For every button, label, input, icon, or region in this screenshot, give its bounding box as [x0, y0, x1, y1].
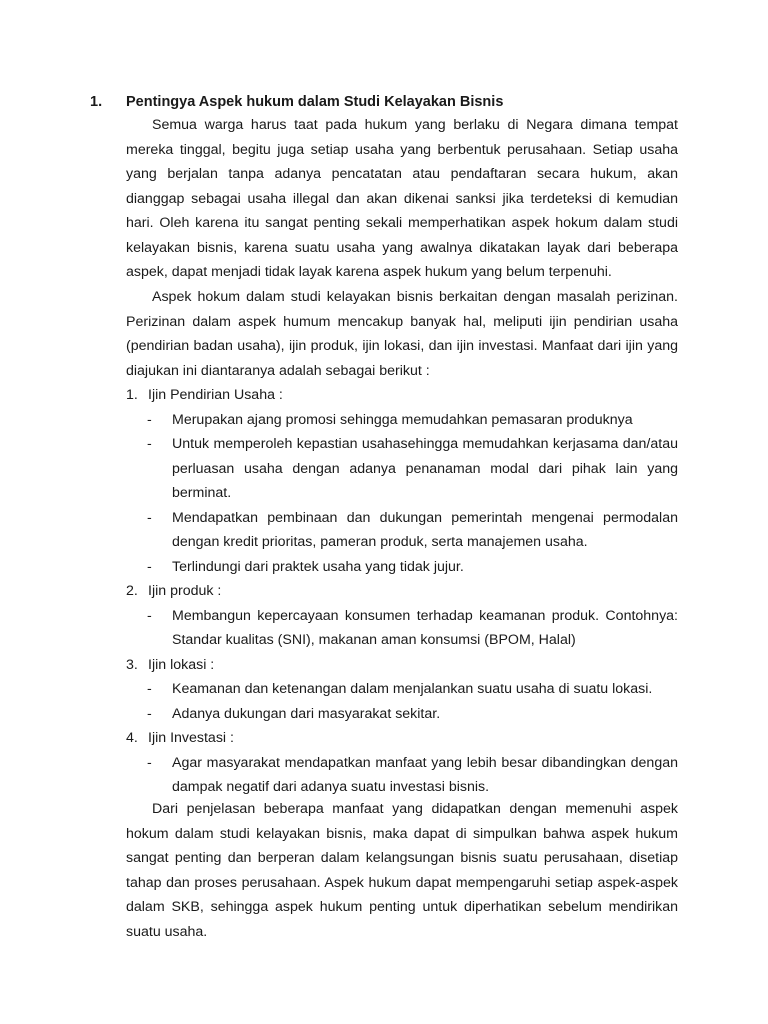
- sub-item-text: Keamanan dan ketenangan dalam menjalankan suatu usaha di suatu lokasi.: [172, 681, 653, 697]
- sub-item-text: Untuk memperoleh kepastian usahasehingga memudahkan kerjasama dan/atau perluasan usaha dengan adanya penanaman modal dari pihak lain yang berminat.: [172, 436, 678, 501]
- sub-item-text: Agar masyarakat mendapatkan manfaat yang lebih besar dibandingkan dengan dampak negatif dari adanya suatu investasi bisnis.: [172, 754, 678, 795]
- sub-item: [126, 702, 678, 727]
- sub-item-text: Mendapatkan pembinaan dan dukungan pemerintah mengenai permodalan dengan kredit prioritas, pameran produk, serta manajemen usaha.: [172, 509, 678, 550]
- list-item-label: Ijin Pendirian Usaha :: [148, 387, 283, 403]
- sub-list: [126, 604, 678, 653]
- section-heading: [90, 92, 503, 112]
- list-item-title: [126, 726, 678, 751]
- sub-list: [126, 408, 678, 580]
- list-item: [126, 653, 678, 727]
- paragraph-perizinan: Aspek hokum dalam studi kelayakan bisnis berkaitan dengan masalah perizinan. Perizinan dalam aspek humum mencakup banyak hal, meliputi ijin pendirian usaha (pendirian badan usaha), ijin produk, ijin lokasi, dan ijin investasi. Manfaat dari ijin yang diajukan ini diantaranya adalah sebagai berikut :: [126, 289, 678, 379]
- dash-bullet: -: [147, 681, 152, 697]
- paragraph-conclusion: Dari penjelasan beberapa manfaat yang didapatkan dengan memenuhi aspek hokum dalam studi kelayakan bisnis, maka dapat di simpulkan bahwa aspek hukum sangat penting dan berperan dalam kelangsungan bisnis suatu perusahaan, disetiap tahap dan proses perusahaan. Aspek hukum dapat mempengaruhi setiap aspek-aspek dalam SKB, sehingga aspek hukum penting untuk diperhatikan sebelum mendirikan suatu usaha.: [126, 801, 678, 940]
- sub-item: [126, 677, 678, 702]
- list-item-number: 1.: [126, 387, 138, 403]
- list-item-title: [126, 383, 678, 408]
- dash-bullet: -: [147, 558, 152, 575]
- sub-list: [126, 677, 678, 726]
- list-item-label: Ijin lokasi :: [148, 656, 215, 673]
- list-item-label: Ijin produk :: [148, 583, 222, 599]
- dash-bullet: -: [147, 607, 152, 624]
- dash-bullet: -: [147, 509, 152, 526]
- dash-bullet: -: [147, 411, 152, 428]
- sub-item-text: Adanya dukungan dari masyarakat sekitar.: [172, 705, 441, 722]
- permit-list: [126, 383, 678, 800]
- sub-item: [126, 555, 678, 580]
- list-item-label: Ijin Investasi :: [148, 730, 234, 746]
- dash-bullet: -: [147, 436, 152, 452]
- sub-item: [126, 506, 678, 555]
- list-item-number: 3.: [126, 656, 138, 673]
- dash-bullet: -: [147, 754, 152, 771]
- sub-item: [126, 604, 678, 653]
- sub-item: [126, 432, 678, 506]
- list-item-title: [126, 653, 678, 678]
- section-title: Pentingya Aspek hukum dalam Studi Kelayakan Bisnis: [126, 94, 504, 110]
- sub-item: [126, 408, 678, 433]
- list-item-number: 4.: [126, 730, 138, 746]
- list-item: [126, 383, 678, 579]
- sub-item-text: Membangun kepercayaan konsumen terhadap keamanan produk. Contohnya: Standar kualitas (SNI), makanan aman konsumsi (BPOM, Halal): [172, 607, 678, 648]
- section-number: 1.: [90, 94, 103, 110]
- dash-bullet: -: [147, 705, 152, 722]
- sub-item-text: Merupakan ajang promosi sehingga memudahkan pemasaran produknya: [172, 411, 633, 428]
- paragraph-intro: Semua warga harus taat pada hukum yang berlaku di Negara dimana tempat mereka tinggal, begitu juga setiap usaha yang berbentuk perusahaan. Setiap usaha yang berjalan tanpa adanya pencatatan atau pendaftaran secara hukum, akan dianggap sebagai usaha illegal dan akan dikenai sanksi jika terdeteksi di kemudian hari. Oleh karena itu sangat penting sekali memperhatikan aspek hokum dalam studi kelayakan bisnis, karena suatu usaha yang awalnya dikatakan layak dari beberapa aspek, dapat menjadi tidak layak karena aspek hukum yang belum terpenuhi.: [126, 117, 678, 280]
- sub-item-text: Terlindungi dari praktek usaha yang tidak jujur.: [172, 558, 464, 575]
- sub-item: [126, 751, 678, 800]
- list-item: [126, 579, 678, 653]
- list-item-title: [126, 579, 678, 604]
- sub-list: [126, 751, 678, 800]
- list-item: [126, 726, 678, 800]
- list-item-number: 2.: [126, 583, 138, 599]
